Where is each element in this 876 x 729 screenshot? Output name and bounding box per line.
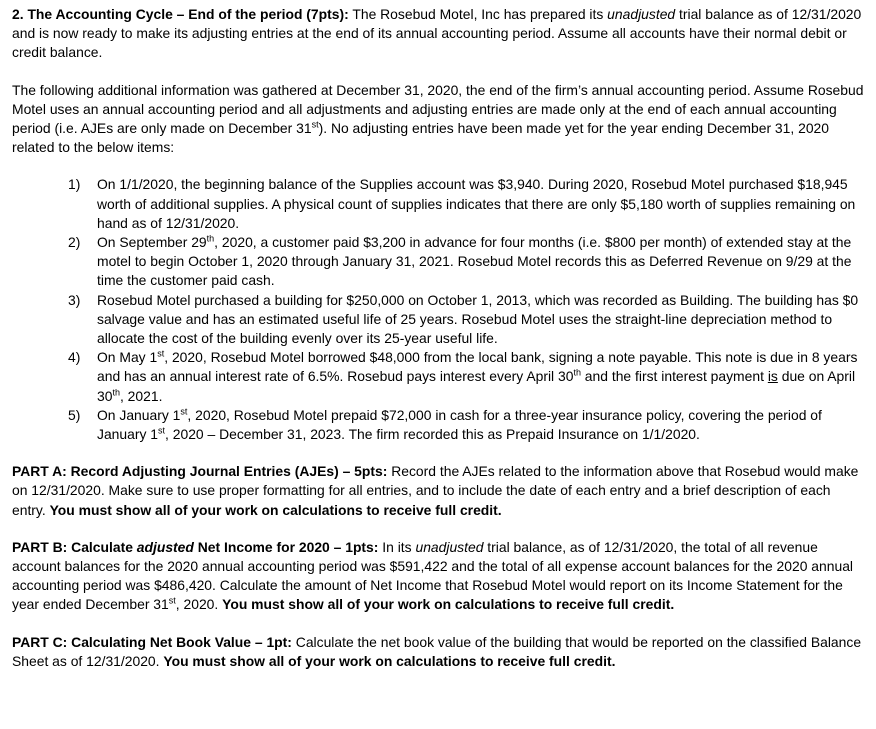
list-item: 4) On May 1st, 2020, Rosebud Motel borrowed $48,000 from the local bank, signing a note payable. This note is due in 8 years and has an annual interest rate of 6.5%. Rosebud pays interest every April 30th and the first interest payment is due on April 30th, 2021. xyxy=(68,348,858,404)
list-item: 3) Rosebud Motel purchased a building for $250,000 on October 1, 2013, which was recorded as Building. The building has $0 salvage value and has an estimated useful life of 25 years. Rosebud Motel uses the straight-line depreciation method to allocate the cost of the building evenly over its 25-year useful life. xyxy=(68,291,859,347)
part-a: PART A: Record Adjusting Journal Entries (AJEs) – 5pts: Record the AJEs related to the information above that Rosebud would make on 12/31/2020. Make sure to use proper formatting for all entries, and to include the date of each entry and a brief description of each entry. You must show all of your work on calculations to receive full credit. xyxy=(12,463,859,518)
part-b: PART B: Calculate adjusted Net Income for 2020 – 1pts: In its unadjusted trial balance, as of 12/31/2020, the total of all revenue account balances for the 2020 annual accounting period was $591,422 and the total of all expense account balances for the 2020 annual accounting period was $486,420. Calculate the amount of Net Income that Rosebud Motel would report on its Income Statement for the year ended December 31st, 2020. You must show all of your work on calculations to receive full credit. xyxy=(12,538,854,613)
part-c: PART C: Calculating Net Book Value – 1pt: Calculate the net book value of the building that would be reported on the classified Balance Sheet as of 12/31/2020. You must show all of your work on calculations to receive full credit. xyxy=(12,633,862,669)
question-intro: 2. The Accounting Cycle – End of the period (7pts): The Rosebud Motel, Inc has prepared its unadjusted trial balance as of 12/31/2020 and is now ready to make its adjusting entries at the end of its annual accounting period. Assume all accounts have their normal debit or credit balance. xyxy=(12,6,862,61)
adjustment-items-list xyxy=(12,175,868,444)
part-b-label: PART B: Calculate adjusted Net Income for 2020 – 1pts: xyxy=(12,538,379,555)
part-a-label: PART A: Record Adjusting Journal Entries (AJEs) – 5pts: xyxy=(12,463,388,480)
list-item: 5) On January 1st, 2020, Rosebud Motel prepaid $72,000 in cash for a three-year insurance policy, covering the period of January 1st, 2020 – December 31, 2023. The firm recorded this as Prepaid Insurance on 1/1/2020. xyxy=(68,406,822,443)
list-item: 2) On September 29th, 2020, a customer paid $3,200 in advance for four months (i.e. $800 per month) of extended stay at the motel to begin October 1, 2020 through January 31, 2021. Rosebud Motel records this as Deferred Revenue on 9/29 at the time the customer paid cash. xyxy=(68,233,852,289)
part-c-label: PART C: Calculating Net Book Value – 1pt: xyxy=(12,633,292,650)
additional-info-paragraph: The following additional information was gathered at December 31, 2020, the end of the firm’s annual accounting period. Assume Rosebud Motel uses an annual accounting period and all adjustments and adjusting entries are made only at the end of each annual accounting period (i.e. AJEs are only made on December 31st). No adjusting entries have been made yet for the year ending December 31, 2020 related to the below items: xyxy=(12,81,864,156)
list-item: 1) On 1/1/2020, the beginning balance of the Supplies account was $3,940. During 2020, Rosebud Motel purchased $18,945 worth of additional supplies. A physical count of supplies indicates that there are only $5,180 worth of supplies remaining on hand as of 12/31/2020. xyxy=(68,176,856,231)
question-heading: 2. The Accounting Cycle – End of the period (7pts): xyxy=(12,6,349,22)
